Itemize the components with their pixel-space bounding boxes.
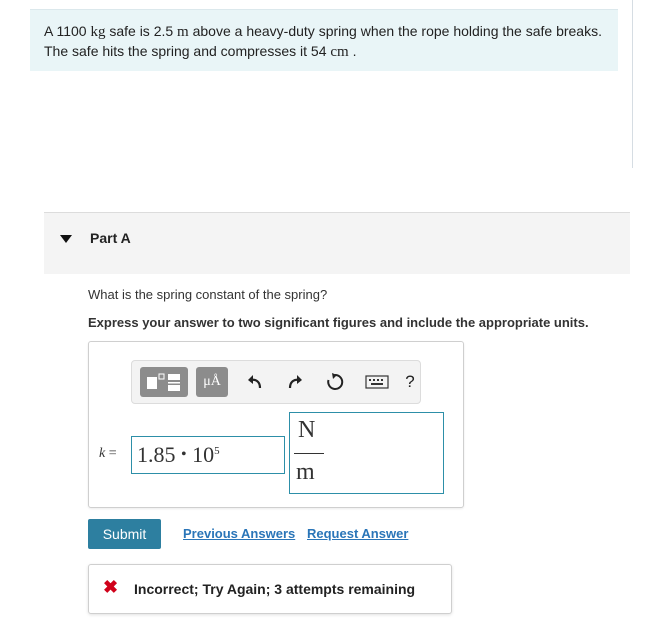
templates-icon [144, 371, 184, 393]
submit-button[interactable]: Submit [88, 519, 161, 549]
templates-button[interactable] [140, 367, 188, 397]
part-label: Part A [90, 230, 131, 246]
redo-icon [286, 373, 304, 391]
value-input[interactable]: 1.85 • 10 $^5$ [131, 436, 285, 474]
previous-answers-link[interactable]: Previous Answers [183, 526, 296, 541]
feedback-box [88, 564, 452, 614]
question-text: What is the spring constant of the spring? [88, 287, 328, 302]
problem-statement [30, 9, 618, 71]
reset-icon [325, 372, 345, 392]
part-a-header[interactable] [44, 212, 630, 274]
units-input[interactable] [289, 412, 444, 494]
units-button[interactable]: μÅ [196, 367, 228, 397]
feedback-text: Incorrect; Try Again; 3 attempts remaining [134, 581, 416, 597]
variable-label: k = [99, 446, 117, 461]
keyboard-button[interactable] [364, 367, 390, 397]
unit-numerator: N [298, 417, 316, 443]
request-answer-link[interactable]: Request Answer [307, 526, 409, 541]
collapse-caret-icon[interactable] [60, 235, 72, 243]
keyboard-icon [365, 375, 389, 389]
help-button[interactable]: ? [405, 372, 415, 391]
redo-button[interactable] [284, 367, 306, 397]
undo-button[interactable] [244, 367, 266, 397]
instruction-text: Express your answer to two significant figures and include the appropriate units. [88, 315, 589, 330]
math-toolbar [131, 360, 421, 404]
fraction-bar [294, 453, 324, 454]
undo-icon [246, 373, 264, 391]
incorrect-x-icon: ✖ [103, 577, 119, 597]
unit-denominator: m [296, 459, 315, 485]
scroll-divider [632, 0, 633, 168]
answer-box [88, 341, 464, 508]
reset-button[interactable] [324, 367, 346, 397]
problem-text: A 1100 kg safe is 2.5 m above a heavy-duty spring when the rope holding the safe breaks. The safe hits the spring and compresses it 54 cm . [44, 23, 602, 60]
